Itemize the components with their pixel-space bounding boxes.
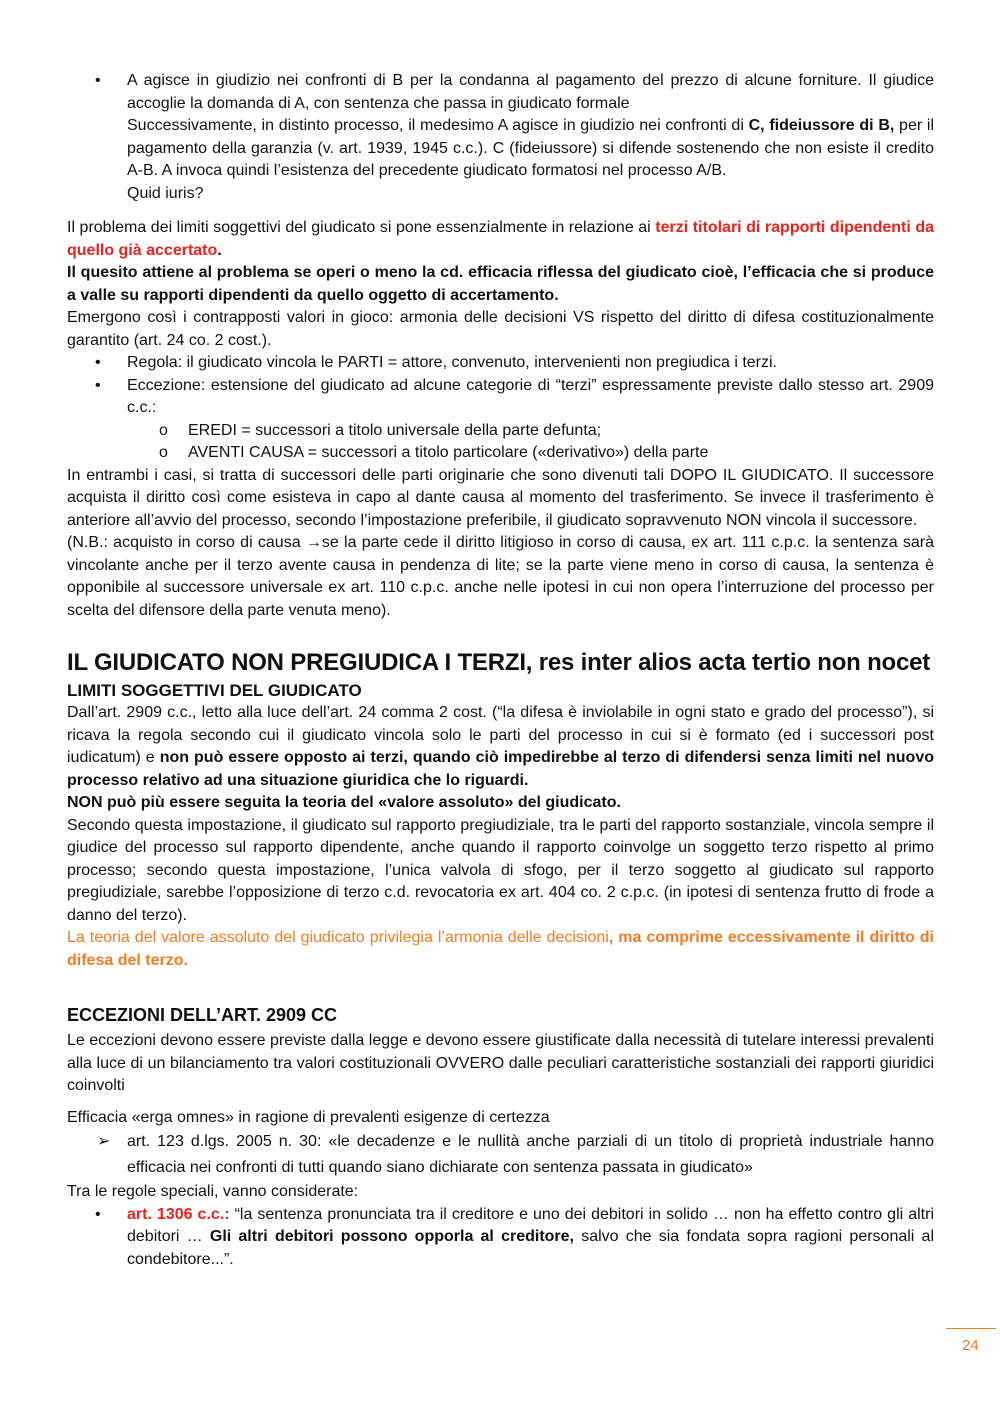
successor-list — [67, 420, 934, 465]
successor-item-heirs: o EREDI = successori a titolo universale della parte defunta; — [67, 420, 934, 443]
spacer — [67, 205, 934, 217]
section-2-paragraph-3: Tra le regole speciali, vanno considerate: — [67, 1183, 359, 1200]
guarantor-highlight: C, fideiussore di B, — [748, 117, 895, 134]
arrowhead-bullet-icon: ➢ — [97, 1133, 111, 1150]
rule-list — [67, 352, 934, 420]
page-number: 24 — [962, 1337, 979, 1354]
case-line-1: A agisce in giudizio nei confronti di B per la condanna al pagamento del prezzo di alcune forniture. Il giudice accoglie la domanda di A, con sentenza che passa in giudicato formale — [127, 72, 934, 112]
circle-bullet-icon: o — [159, 421, 168, 439]
erga-omnes-item: ➢ art. 123 d.lgs. 2005 n. 30: «le decadenze e le nullità anche parziali di un titolo di proprietà industriale hanno efficacia nei confronti di tutti quando siano dichiarate con sentenza passata in giudicato» — [67, 1129, 934, 1181]
exception-item: • Eccezione: estensione del giudicato ad alcune categorie di “terzi” espressamente previste dallo stesso art. 2909 c.c.: — [95, 376, 934, 416]
successor-item-assigns: o AVENTI CAUSA = successori a titolo particolare («derivativo») della parte — [67, 442, 934, 465]
bullet-icon: • — [95, 72, 101, 89]
section-2-paragraph-2: Efficacia «erga omnes» in ragione di prevalenti esigenze di certezza — [67, 1108, 550, 1126]
case-question: Quid iuris? — [127, 184, 204, 202]
section-2-paragraph-1: Le eccezioni devono essere previste dalla legge e devono essere giustificate dalla necessità di tutelare interessi prevalenti alla luce di un bilanciamento tra valori costituzionali OVVERO dalle peculiari caratteristiche sostanziali dei rapporti giuridici coinvolti — [67, 1032, 934, 1094]
case-item — [67, 70, 934, 205]
bullet-icon: • — [95, 1205, 101, 1223]
spacer — [67, 1098, 934, 1107]
third-parties-highlight: terzi titolari di rapporti dipendenti da quello già accertato — [67, 219, 935, 259]
intro-paragraph-1: Il problema dei limiti soggettivi del giudicato si pone essenzialmente in relazione ai terzi titolari di rapporti dipendenti da quello già accertato. — [67, 219, 935, 259]
circle-bullet-icon: o — [159, 444, 168, 461]
section-1-paragraph-3: Secondo questa impostazione, il giudicato sul rapporto pregiudiziale, tra le parti del rapporto sostanziale, vincola sempre il giudice del processo sul rapporto dipendente, anche quando il rapporto coinvolge un soggetto terzo rispetto al primo processo; secondo questa impostazione, l’unica valvola di sfogo, per il terzo soggetto al giudicato sul rapporto pregiudiziale, sarebbe l’opposizione di terzo c.d. revocatoria ex art. 404 co. 2 c.p.c. (in ipotesi di sentenza frutto di frode a danno del terzo). — [67, 816, 934, 924]
section-1-paragraph-2: NON può più essere seguita la teoria del «valore assoluto» del giudicato. — [67, 794, 621, 811]
section-1-paragraph-1: Dall’art. 2909 c.c., letto alla luce dell’art. 24 comma 2 cost. (“la difesa è inviolabile in ogni stato e grado del processo”), si ricava la regola secondo cui il giudicato vincola solo le parti del processo in cui si è formato (ed i successori post iudicatum) e non può essere opposto ai terzi, quando ciò impedirebbe al terzo di difendersi senza limiti nel nuovo processo relativo ad una situazione giuridica che lo riguardi. — [67, 704, 934, 789]
section-1-title: IL GIUDICATO NON PREGIUDICA I TERZI, res inter alios acta tertio non nocet — [67, 649, 931, 676]
document-page — [67, 70, 934, 1271]
case-list — [67, 70, 934, 205]
section-1-subtitle: LIMITI SOGGETTIVI DEL GIUDICATO — [67, 681, 362, 700]
intro-paragraph-2: Il quesito attiene al problema se operi o meno la cd. efficacia riflessa del giudicato cioè, l’efficacia che si produce a valle su rapporti dipendenti da quello oggetto di accertamento. — [67, 264, 934, 304]
intro-paragraph-3: Emergono così i contrapposti valori in gioco: armonia delle decisioni VS rispetto del diritto di difesa costituzionalmente garantito (art. 24 co. 2 cost.). — [67, 309, 934, 349]
bullet-icon: • — [95, 354, 101, 371]
bullet-icon: • — [95, 376, 101, 394]
rule-item: • Regola: il giudicato vincola le PARTI = attore, convenuto, intervenienti non pregiudica i terzi. — [67, 352, 934, 375]
case-line-2: Successivamente, in distinto processo, il medesimo A agisce in giudizio nei confronti di C, fideiussore di B, per il pagamento della garanzia (v. art. 1939, 1945 c.c.). C (fideiussore) si difende sostenendo che non esiste il credito A-B. A invoca quindi l’esistenza del precedente giudicato formatosi nel processo A/B. — [127, 117, 935, 179]
article-reference: art. 1306 c.c.: — [127, 1205, 230, 1223]
footer-rule — [946, 1328, 996, 1329]
section-2-title: ECCEZIONI DELL’ART. 2909 CC — [67, 1005, 338, 1025]
intro-paragraph-4: In entrambi i casi, si tratta di successori delle parti originarie che sono divenuti tali DOPO IL GIUDICATO. Il successore acquista il diritto così come esisteva in capo al dante causa al momento del trasferimento. Se invece il trasferimento è anteriore all’avvio del processo, secondo l’impostazione preferibile, il giudicato sopravvenuto NON vincola il successore. — [67, 466, 934, 529]
erga-omnes-list — [67, 1129, 934, 1181]
special-rules-list — [67, 1204, 934, 1272]
section-1-paragraph-4: La teoria del valore assoluto del giudicato privilegia l’armonia delle decisioni, ma comprime eccessivamente il diritto di difesa del terzo. — [67, 929, 935, 969]
intro-paragraph-5: (N.B.: acquisto in corso di causa →se la parte cede il diritto litigioso in corso di causa, ex art. 111 c.p.c. la sentenza sarà vincolante anche per il terzo avente causa in pendenza di lite; se la parte viene meno in corso di causa, la sentenza è opponibile al successore universale ex art. 110 c.p.c. anche nelle ipotesi in cui non opera l’interruzione del processo per scelta del difensore della parte venuta meno). — [67, 534, 934, 619]
special-rule-item: • art. 1306 c.c.: “la sentenza pronunciata tra il creditore e uno dei debitori in solido … non ha effetto contro gli altri debitori … Gli altri debitori possono opporla al creditore, salvo che sia fondata sopra ragioni personali al condebitore...”. — [95, 1205, 934, 1268]
